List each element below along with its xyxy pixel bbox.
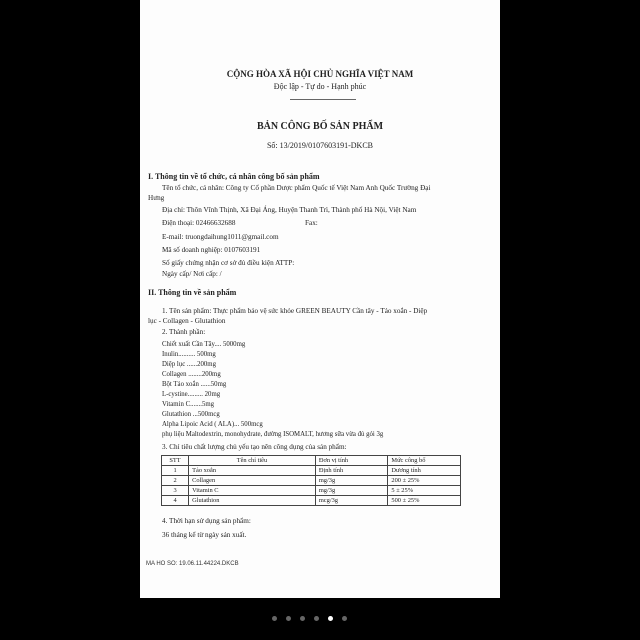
carousel-dot[interactable] [286,616,291,621]
product-name: 1. Tên sản phẩm: Thực phẩm bảo vệ sức khỏe GREEN BEAUTY Cần tây - Tảo xoắn - Diệp [162,307,428,315]
carousel-dot[interactable] [272,616,277,621]
section1-heading: I. Thông tin về tổ chức, cá nhân công bố sản phẩm [148,172,320,181]
table-cell: mg/3g [315,486,388,496]
table-header-cell: Tên chỉ tiêu [189,456,316,466]
ingredient-item: Glutathion ...500mcg [162,411,220,418]
republic-heading: CỘNG HÒA XÃ HỘI CHỦ NGHĨA VIỆT NAM [226,69,414,79]
org-email: E-mail: truongdaihung1011@gmail.com [162,233,279,241]
table-cell: Định tính [315,466,388,476]
table-header-row [162,456,461,466]
shelf-life-heading: 4. Thời hạn sử dụng sản phẩm: [162,517,251,525]
table-cell: Dương tính [388,466,461,476]
table-cell: 200 ± 25% [388,476,461,486]
org-phone: Điện thoại: 02466632688 [162,219,236,227]
table-cell: mcg/3g [315,496,388,506]
ingredient-item: phụ liệu Maltodextrin, monohydrate, đường ISOMALT, hương sữa vừa đủ gói 3g [162,431,384,438]
motto: Độc lập - Tự do - Hạnh phúc [273,82,367,91]
document-title: BẢN CÔNG BỐ SẢN PHẨM [256,121,384,132]
table-cell: Glutathion [189,496,316,506]
ingredient-item: Vitamin C.......5mg [162,401,215,408]
document-number: Số: 13/2019/0107603191-DKCB [266,141,373,150]
ingredient-item: Collagen ........200mg [162,371,221,378]
org-address: Địa chỉ: Thôn Vĩnh Thịnh, Xã Đại Áng, Huyện Thanh Trì, Thành phố Hà Nội, Việt Nam [162,206,417,214]
carousel-dot[interactable] [314,616,319,621]
ingredient-item: Diệp lục ......200mg [162,361,216,368]
ingredient-item: Chiết xuất Cần Tây.... 5000mg [162,341,246,348]
table-cell: 4 [162,496,189,506]
table-row [162,486,461,496]
ingredients-heading: 2. Thành phần: [162,328,206,336]
table-cell: Tảo xoắn [189,466,316,476]
table-cell: 2 [162,476,189,486]
ingredient-item: Alpha Lipoic Acid ( ALA)... 500mcg [162,421,263,428]
carousel-dot[interactable] [328,616,333,621]
table-row [162,496,461,506]
carousel-dot[interactable] [342,616,347,621]
table-cell: 3 [162,486,189,496]
table-header-cell: Mức công bố [388,456,461,466]
carousel-indicator [272,616,372,626]
org-issued: Ngày cấp/ Nơi cấp: / [162,270,222,278]
ingredient-item: Bột Tảo xoắn ......50mg [162,381,227,388]
org-name-cont: Hưng [148,194,165,202]
section2-heading: II. Thông tin về sản phẩm [148,288,237,297]
org-cert: Số giấy chứng nhận cơ sở đủ điều kiện ATTP: [162,259,295,267]
org-tax-code: Mã số doanh nghiệp: 0107603191 [162,246,261,254]
table-row [162,476,461,486]
document-page [140,0,500,598]
table-cell: Collagen [189,476,316,486]
ingredient-item: L-cystine......... 20mg [162,391,221,398]
table-header-cell: STT [162,456,189,466]
org-fax: Fax: [305,219,318,227]
table-cell: 5 ± 25% [388,486,461,496]
quality-criteria-table [161,455,461,506]
table-cell: Vitamin C [189,486,316,496]
org-name: Tên tổ chức, cá nhân: Công ty Cổ phần Dược phẩm Quốc tế Việt Nam Anh Quốc Trường Đại [162,184,431,192]
table-cell: 500 ± 25% [388,496,461,506]
table-cell: mg/3g [315,476,388,486]
carousel-dot[interactable] [300,616,305,621]
product-name-cont: lục - Collagen - Glutathion [148,317,226,325]
table-header-cell: Đơn vị tính [315,456,388,466]
table-cell: 1 [162,466,189,476]
ingredient-item: Inulin.......... 500mg [162,351,216,358]
motto-underline [290,99,356,100]
criteria-heading: 3. Chỉ tiêu chất lượng chủ yếu tạo nên công dụng của sản phẩm: [162,443,347,451]
shelf-life-value: 36 tháng kể từ ngày sản xuất. [162,531,247,539]
dossier-code: MA HO SO: 19.06.11.44224.DKCB [146,561,239,567]
table-row [162,466,461,476]
